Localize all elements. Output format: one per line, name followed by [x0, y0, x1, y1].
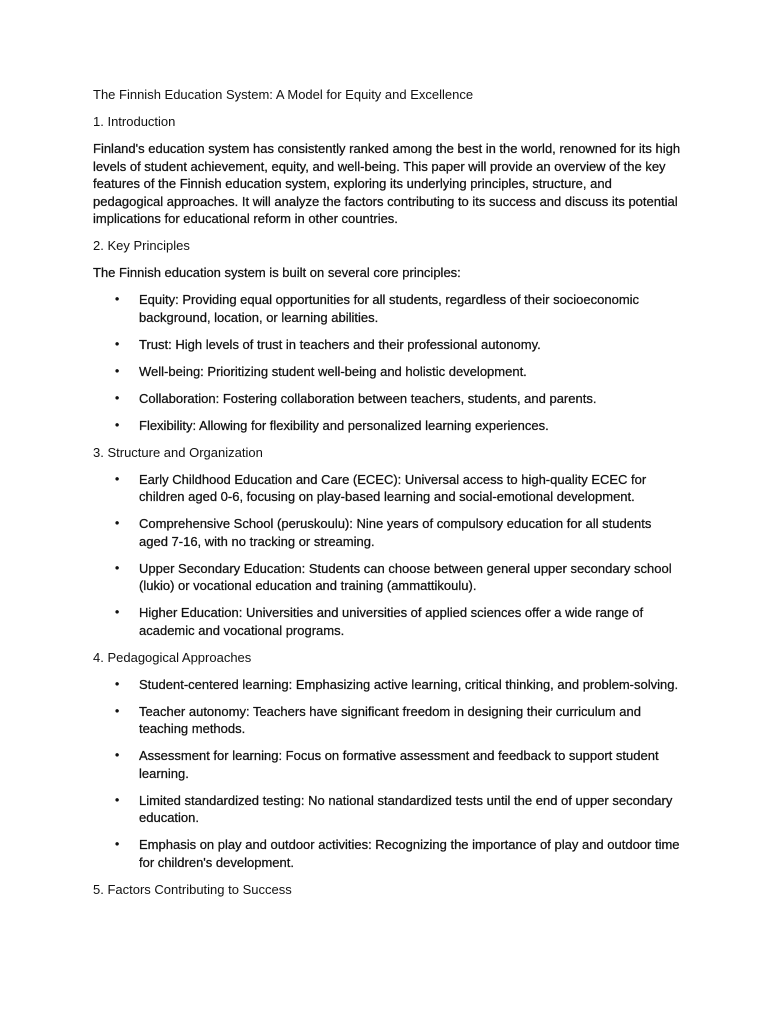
list-item-text: Trust: High levels of trust in teachers and their professional autonomy. [139, 336, 541, 352]
list-item-text: Collaboration: Fostering collaboration between teachers, students, and parents. [139, 390, 597, 406]
bullet-icon: • [115, 471, 120, 486]
bullet-icon: • [115, 560, 120, 575]
list-item [93, 363, 683, 381]
list-item-text: Teacher autonomy: Teachers have significant freedom in designing their curriculum and teaching methods. [139, 703, 641, 736]
list-item [93, 703, 683, 738]
list-item-text: Limited standardized testing: No national standardized tests until the end of upper secondary education. [139, 792, 673, 825]
list-item [93, 336, 683, 354]
list-item [93, 747, 683, 782]
structure-list [93, 471, 683, 640]
section-heading-pedagogy: 4. Pedagogical Approaches [93, 649, 252, 665]
bullet-icon: • [115, 748, 120, 762]
list-item-text: Flexibility: Allowing for flexibility and personalized learning experiences. [139, 417, 549, 433]
list-item [93, 836, 683, 871]
key-principles-list [93, 291, 683, 434]
list-item [93, 604, 683, 639]
list-item-text: Comprehensive School (peruskoulu): Nine years of compulsory education for all students aged 7-16, with no tracking or streaming. [139, 516, 652, 549]
bullet-icon: • [115, 676, 120, 691]
list-item-text: Equity: Providing equal opportunities for all students, regardless of their socioeconomic background, location, or learning abilities. [139, 292, 640, 325]
list-item [93, 792, 683, 827]
bullet-icon: • [115, 417, 120, 432]
bullet-icon: • [115, 703, 120, 718]
section-heading-introduction: 1. Introduction [93, 114, 176, 129]
bullet-icon: • [115, 363, 120, 378]
bullet-icon: • [115, 792, 120, 807]
list-item [93, 515, 683, 550]
section-heading-success-factors: 5. Factors Contributing to Success [93, 881, 292, 897]
introduction-paragraph: Finland's education system has consistently ranked among the best in the world, renowned for its high levels of student achievement, equity, and well-being. This paper will provide an overview of the key features of the Finnish education system, exploring its underlying principles, structure, and pedagogical approaches. It will analyze the factors contributing to its success and discuss its potential implications for educational reform in other countries. [93, 141, 681, 226]
list-item [93, 417, 683, 435]
list-item-text: Early Childhood Education and Care (ECEC): Universal access to high-quality ECEC for children aged 0-6, focusing on play-based learning and social-emotional development. [139, 471, 647, 504]
pedagogy-list [93, 676, 683, 872]
key-principles-intro: The Finnish education system is built on several core principles: [93, 265, 461, 280]
list-item-text: Emphasis on play and outdoor activities: Recognizing the importance of play and outdoor time for children's development. [139, 837, 680, 870]
list-item [93, 291, 683, 326]
bullet-icon: • [115, 837, 120, 851]
list-item-text: Upper Secondary Education: Students can choose between general upper secondary school (lukio) or vocational education and training (ammattikoulu). [139, 560, 672, 593]
document-title: The Finnish Education System: A Model for Equity and Excellence [93, 87, 474, 102]
list-item [93, 390, 683, 408]
list-item [93, 471, 683, 506]
list-item [93, 560, 683, 595]
bullet-icon: • [115, 292, 120, 306]
list-item-text: Student-centered learning: Emphasizing active learning, critical thinking, and problem-solving. [139, 676, 679, 692]
list-item-text: Higher Education: Universities and universities of applied sciences offer a wide range of academic and vocational programs. [139, 605, 644, 638]
bullet-icon: • [115, 336, 120, 351]
bullet-icon: • [115, 390, 120, 405]
bullet-icon: • [115, 605, 120, 619]
bullet-icon: • [115, 516, 120, 530]
list-item [93, 676, 683, 694]
section-heading-key-principles: 2. Key Principles [93, 238, 190, 253]
list-item-text: Assessment for learning: Focus on formative assessment and feedback to support student learning. [139, 748, 659, 781]
document-page [93, 86, 683, 908]
list-item-text: Well-being: Prioritizing student well-being and holistic development. [139, 363, 527, 379]
section-heading-structure: 3. Structure and Organization [93, 444, 263, 460]
